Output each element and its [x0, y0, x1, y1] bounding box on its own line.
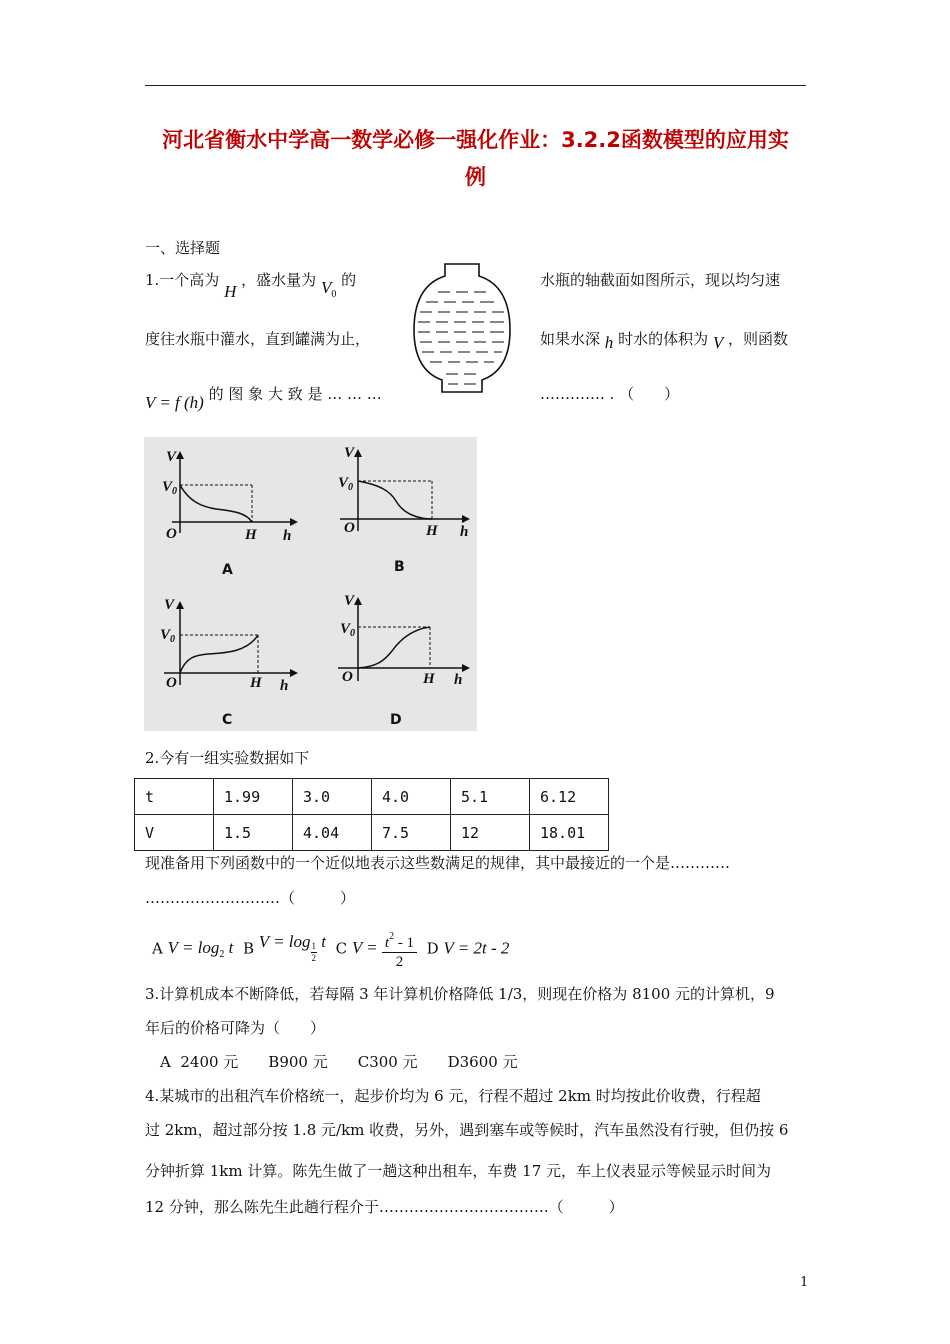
q1-var-V0 — [320, 278, 337, 300]
q2-option-b-base-num: 1 — [311, 941, 317, 952]
q1-var-V0-main: V — [320, 278, 332, 297]
table-cell: 4.0 — [372, 779, 451, 815]
answer-graphs-panel — [144, 437, 477, 731]
table-cell: V — [135, 815, 214, 851]
section-heading: 一、选择题 — [145, 239, 221, 257]
q3-options: A 2400 元 B900 元 C300 元 D3600 元 — [160, 1053, 518, 1071]
graph-c-label-h: h — [280, 678, 289, 694]
q4-line-1: 4.某城市的出租汽车价格统一，起步价均为 6 元，行程不超过 2km 时均按此价收费，行程超 — [145, 1087, 761, 1105]
graph-d-letter: D — [390, 712, 402, 728]
header-rule — [145, 85, 806, 86]
graph-c-curve — [180, 635, 258, 673]
graph-c-h-arrow — [290, 669, 298, 677]
q1-var-h: h — [604, 333, 614, 352]
graph-b-curve — [358, 481, 432, 519]
q2-option-c-formula — [351, 931, 417, 970]
q1-text-3: 的 — [341, 271, 357, 289]
graph-c-label-V0-main: V — [160, 627, 171, 643]
table-cell: 5.1 — [451, 779, 530, 815]
title-line-2: 例 — [465, 165, 486, 189]
graph-d-label-H: H — [423, 671, 435, 687]
graph-a — [162, 449, 298, 578]
graph-c-v-arrow — [176, 601, 184, 609]
table-cell: 1.5 — [214, 815, 293, 851]
q2-option-a-f: V = log — [167, 938, 220, 958]
q2-intro: 2.今有一组实验数据如下 — [145, 749, 310, 767]
q2-option-c-letter: C — [335, 939, 348, 958]
q2-option-c-num-t: t — [384, 935, 390, 951]
q2-option-b-letter: B — [242, 939, 254, 958]
graph-c-letter: C — [222, 712, 233, 728]
graph-a-label-V: V — [166, 449, 177, 465]
q3-line-2: 年后的价格可降为（ ） — [145, 1019, 326, 1037]
graph-b-label-h: h — [460, 524, 469, 540]
q4-line-3: 分钟折算 1km 计算。陈先生做了一趟这种出租车，车费 17 元，车上仪表显示等候显示时间为 — [145, 1162, 772, 1180]
q2-option-c-num-rest: - 1 — [394, 935, 415, 951]
q1-line-1 — [145, 270, 357, 301]
q1-text-6: 如果水深 — [540, 330, 601, 348]
q1-line-1-right: 水瓶的轴截面如图所示，现以均匀速 — [540, 271, 781, 289]
graph-c-label-O: O — [166, 675, 177, 691]
graph-b-label-V: V — [344, 445, 355, 461]
q2-option-c-fraction — [382, 928, 417, 971]
q1-text-1: 1.一个高为 — [145, 271, 220, 289]
q2-option-b-base — [311, 941, 318, 964]
graph-a-label-O: O — [166, 526, 177, 542]
q1-var-V: V — [712, 333, 724, 352]
graph-d-label-h: h — [454, 672, 463, 688]
q2-option-c-den: 2 — [395, 954, 404, 970]
q1-line-2-right — [540, 329, 789, 352]
table-cell: 18.01 — [530, 815, 609, 851]
q1-function: V = f (h) — [145, 393, 204, 412]
graph-a-label-H: H — [245, 527, 257, 543]
graph-d-h-arrow — [462, 664, 470, 672]
table-cell: 7.5 — [372, 815, 451, 851]
bottle-outline — [414, 264, 510, 392]
q2-option-a-letter: A — [152, 939, 163, 958]
q1-line-3-right: …………. . （ ） — [540, 385, 680, 403]
q2-line-1: 现准备用下列函数中的一个近似地表示这些数满足的规律，其中最接近的一个是………… — [145, 854, 731, 872]
graph-d-label-V: V — [344, 593, 355, 609]
q1-text-7: 时水的体积为 — [618, 330, 709, 348]
graph-b-v-arrow — [354, 449, 362, 457]
graph-d-label-V0 — [340, 621, 355, 639]
graph-b-label-V0 — [338, 475, 353, 493]
table-cell: 3.0 — [293, 779, 372, 815]
q2-option-d-formula: V = 2t - 2 — [443, 938, 510, 958]
graph-a-v-arrow — [176, 451, 184, 459]
q1-var-H: H — [224, 282, 237, 301]
q2-option-b-base-den: 2 — [311, 953, 317, 964]
graph-c-label-V: V — [164, 597, 175, 613]
graph-c-label-H: H — [250, 675, 262, 691]
page-number: 1 — [800, 1275, 809, 1290]
page-title — [145, 122, 806, 196]
q2-option-b-formula — [258, 932, 327, 964]
graph-b-h-arrow — [462, 515, 470, 523]
q2-option-c-num-sup: 2 — [389, 931, 395, 942]
table-cell: 12 — [451, 815, 530, 851]
graph-a-h-arrow — [290, 518, 298, 526]
q2-option-a-base: 2 — [219, 949, 225, 961]
table-cell: 1.99 — [214, 779, 293, 815]
table-row — [135, 779, 609, 815]
graph-d-curve — [358, 627, 430, 668]
graph-d-label-V0-main: V — [340, 621, 351, 637]
graph-d — [338, 593, 470, 728]
q3-line-1: 3.计算机成本不断降低，若每隔 3 年计算机价格降低 1/3，则现在价格为 8100 元的计算机，9 — [145, 985, 775, 1003]
q2-data-table — [134, 778, 609, 851]
graph-b — [338, 445, 470, 575]
title-line-1: 河北省衡水中学高一数学必修一强化作业：3.2.2函数模型的应用实 — [162, 128, 789, 152]
graph-d-label-V0-sub: 0 — [350, 628, 356, 639]
graph-d-label-O: O — [342, 669, 353, 685]
graph-d-v-arrow — [354, 597, 362, 605]
q4-line-4: 12 分钟，那么陈先生此趟行程介于…………………………….（ ） — [145, 1198, 624, 1216]
graph-b-label-O: O — [344, 520, 355, 536]
answer-graphs-svg — [144, 437, 477, 731]
q1-line-3 — [145, 384, 382, 412]
graph-b-label-H: H — [426, 523, 438, 539]
table-cell: t — [135, 779, 214, 815]
q1-text-9: 的 图 象 大 致 是 … … … — [208, 385, 382, 403]
graph-a-label-V0 — [162, 479, 177, 497]
q1-text-2: ，盛水量为 — [241, 271, 317, 289]
q1-var-V0-sub: 0 — [331, 289, 337, 300]
graph-a-label-V0-main: V — [162, 479, 173, 495]
table-cell: 4.04 — [293, 815, 372, 851]
q2-option-b-t: t — [321, 932, 327, 952]
graph-a-curve — [180, 485, 252, 522]
table-cell: 6.12 — [530, 779, 609, 815]
table-row — [135, 815, 609, 851]
graph-a-label-V0-sub: 0 — [172, 486, 178, 497]
q2-option-a-formula — [167, 938, 234, 961]
q2-options — [152, 928, 509, 968]
q1-text-8: ，则函数 — [728, 330, 789, 348]
graph-c-label-V0-sub: 0 — [170, 634, 176, 645]
q2-option-c-f: V = — [351, 938, 378, 958]
q2-option-d-letter: D — [426, 939, 439, 958]
graph-c — [160, 597, 298, 728]
q2-line-2: ………………………（ ） — [145, 889, 356, 907]
q2-option-b-f: V = log — [258, 932, 311, 952]
q1-line-2: 度往水瓶中灌水，直到罐满为止， — [145, 330, 371, 348]
graph-b-label-V0-sub: 0 — [348, 482, 354, 493]
graph-b-label-V0-main: V — [338, 475, 349, 491]
q2-option-c-num — [382, 928, 417, 953]
graph-a-label-h: h — [283, 528, 292, 544]
q4-line-2: 过 2km，超过部分按 1.8 元/km 收费，另外，遇到塞车或等候时，汽车虽然没有行驶，但仍按 6 — [145, 1121, 789, 1139]
water-bottle-figure — [410, 262, 514, 396]
q2-option-a-t: t — [228, 938, 234, 958]
graph-c-label-V0 — [160, 627, 175, 645]
graph-b-letter: B — [394, 559, 405, 575]
graph-a-letter: A — [222, 562, 233, 578]
